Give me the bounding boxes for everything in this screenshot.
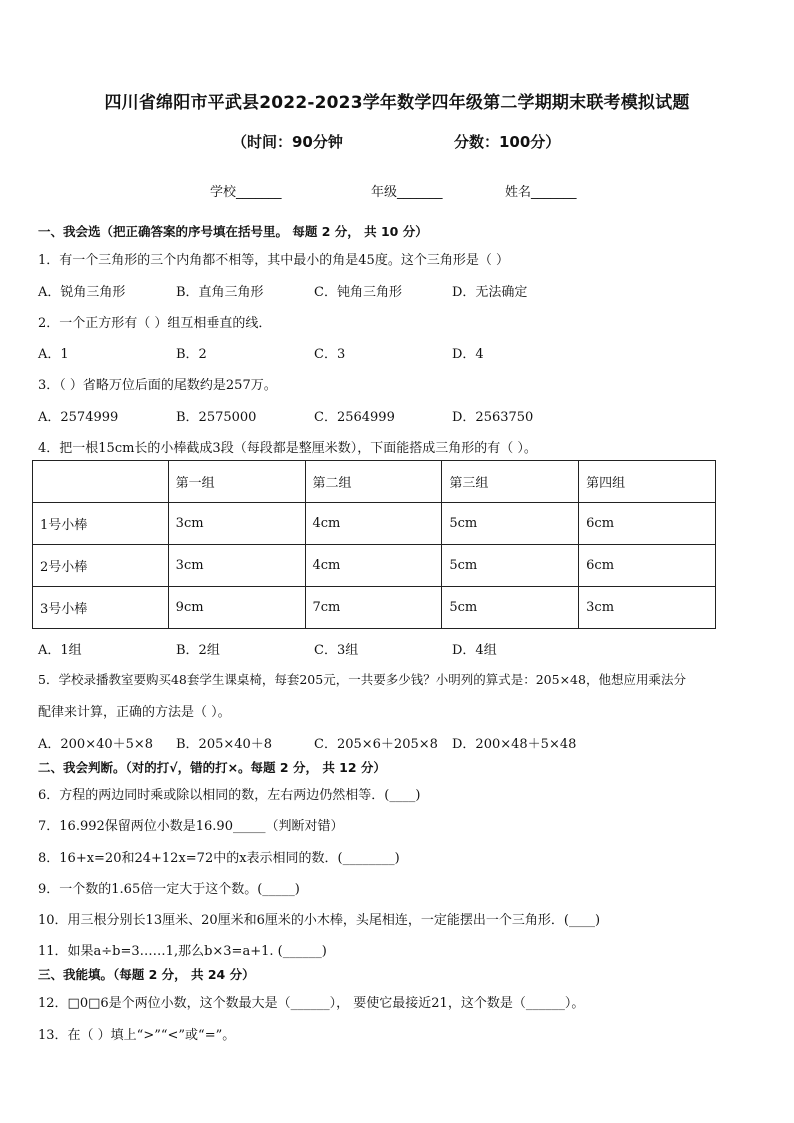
section-three-heading: 三、我能填。（每题 2 分， 共 24 分） — [38, 967, 255, 982]
table-cell: 3号小棒 — [33, 587, 169, 629]
q5-option-b[interactable]: B．205×40＋8 — [176, 737, 273, 752]
table-cell: 3cm — [579, 587, 716, 629]
table-header-cell: 第二组 — [305, 461, 442, 503]
question-5-line-2: 配律来计算，正确的方法是（ ）。 — [38, 705, 231, 720]
table-row — [33, 503, 716, 545]
table-row — [33, 545, 716, 587]
q3-option-b[interactable]: B．2575000 — [176, 410, 257, 425]
question-2: 2．一个正方形有（ ）组互相垂直的线． — [38, 316, 272, 331]
question-6: 6．方程的两边同时乘或除以相同的数，左右两边仍然相等．(____) — [38, 788, 421, 803]
q3-option-d[interactable]: D．2563750 — [452, 410, 534, 425]
question-4: 4．把一根15cm长的小棒截成3段（每段都是整厘米数），下面能搭成三角形的有（ ）。 — [38, 441, 537, 456]
table-cell: 5cm — [442, 587, 579, 629]
table-row — [33, 587, 716, 629]
table-cell: 3cm — [168, 545, 305, 587]
q5-option-a[interactable]: A．200×40＋5×8 — [38, 737, 154, 752]
question-5-line-1: 5．学校录播教室要购买48套学生课桌椅，每套205元，一共要多少钱？小明列的算式是：205×48，他想应用乘法分 — [38, 672, 686, 687]
q5-option-d[interactable]: D．200×48＋5×48 — [452, 737, 577, 752]
q1-option-d[interactable]: D．无法确定 — [452, 285, 528, 300]
section-two-heading: 二、我会判断。（对的打√，错的打×。每题 2 分， 共 12 分） — [38, 760, 386, 775]
table-header-cell: 第一组 — [168, 461, 305, 503]
table-cell: 7cm — [305, 587, 442, 629]
question-9: 9．一个数的1.65倍一定大于这个数。(_____) — [38, 882, 300, 897]
question-8: 8．16+x=20和24+12x=72中的x表示相同的数．(________) — [38, 851, 400, 866]
q5-option-c[interactable]: C．205×6＋205×8 — [314, 737, 438, 752]
q4-option-b[interactable]: B．2组 — [176, 643, 220, 658]
table-header-cell: 第四组 — [579, 461, 716, 503]
q1-option-c[interactable]: C．钝角三角形 — [314, 285, 402, 300]
table-header-cell: 第三组 — [442, 461, 579, 503]
q1-option-a[interactable]: A．锐角三角形 — [38, 285, 126, 300]
table-cell: 2号小棒 — [33, 545, 169, 587]
table-cell: 4cm — [305, 545, 442, 587]
q3-option-c[interactable]: C．2564999 — [314, 410, 395, 425]
question-12: 12．□0□6是个两位小数，这个数最大是（______）， 要使它最接近21，这个数是（______）。 — [38, 996, 585, 1011]
table-cell: 6cm — [579, 503, 716, 545]
q4-option-d[interactable]: D．4组 — [452, 643, 497, 658]
table-cell: 6cm — [579, 545, 716, 587]
table-cell: 4cm — [305, 503, 442, 545]
table-header-cell — [33, 461, 169, 503]
stick-table — [32, 460, 716, 629]
table-cell: 1号小棒 — [33, 503, 169, 545]
question-1: 1．有一个三角形的三个内角都不相等，其中最小的角是45度。这个三角形是（ ） — [38, 253, 509, 268]
table-cell: 3cm — [168, 503, 305, 545]
table-cell: 5cm — [442, 503, 579, 545]
q3-option-a[interactable]: A．2574999 — [38, 410, 119, 425]
name-field[interactable]: 姓名_______ — [505, 185, 577, 200]
exam-title: 四川省绵阳市平武县2022-2023学年数学四年级第二学期期末联考模拟试题 — [104, 93, 690, 113]
q4-option-a[interactable]: A．1组 — [38, 643, 82, 658]
q2-option-b[interactable]: B．2 — [176, 347, 207, 362]
table-cell: 5cm — [442, 545, 579, 587]
question-13: 13．在（ ）填上“>”“<”或“=”。 — [38, 1028, 236, 1043]
q1-option-b[interactable]: B．直角三角形 — [176, 285, 264, 300]
section-one-heading: 一、我会选（把正确答案的序号填在括号里。 每题 2 分， 共 10 分） — [38, 224, 428, 239]
exam-time: （时间：90分钟 — [232, 133, 343, 151]
q4-option-c[interactable]: C．3组 — [314, 643, 359, 658]
q2-option-d[interactable]: D．4 — [452, 347, 484, 362]
question-11: 11．如果a÷b=3……1,那么b×3=a+1. (______) — [38, 944, 327, 959]
grade-field[interactable]: 年级_______ — [371, 185, 443, 200]
q2-option-a[interactable]: A．1 — [38, 347, 69, 362]
table-header-row — [33, 461, 716, 503]
q2-option-c[interactable]: C．3 — [314, 347, 346, 362]
question-3: 3．（ ）省略万位后面的尾数约是257万。 — [38, 378, 277, 393]
school-field[interactable]: 学校_______ — [210, 185, 282, 200]
exam-score: 分数：100分） — [454, 133, 561, 151]
question-10: 10．用三根分别长13厘米、20厘米和6厘米的小木棒，头尾相连，一定能摆出一个三角形．(____) — [38, 913, 601, 928]
table-cell: 9cm — [168, 587, 305, 629]
question-7: 7．16.992保留两位小数是16.90_____（判断对错） — [38, 819, 344, 834]
